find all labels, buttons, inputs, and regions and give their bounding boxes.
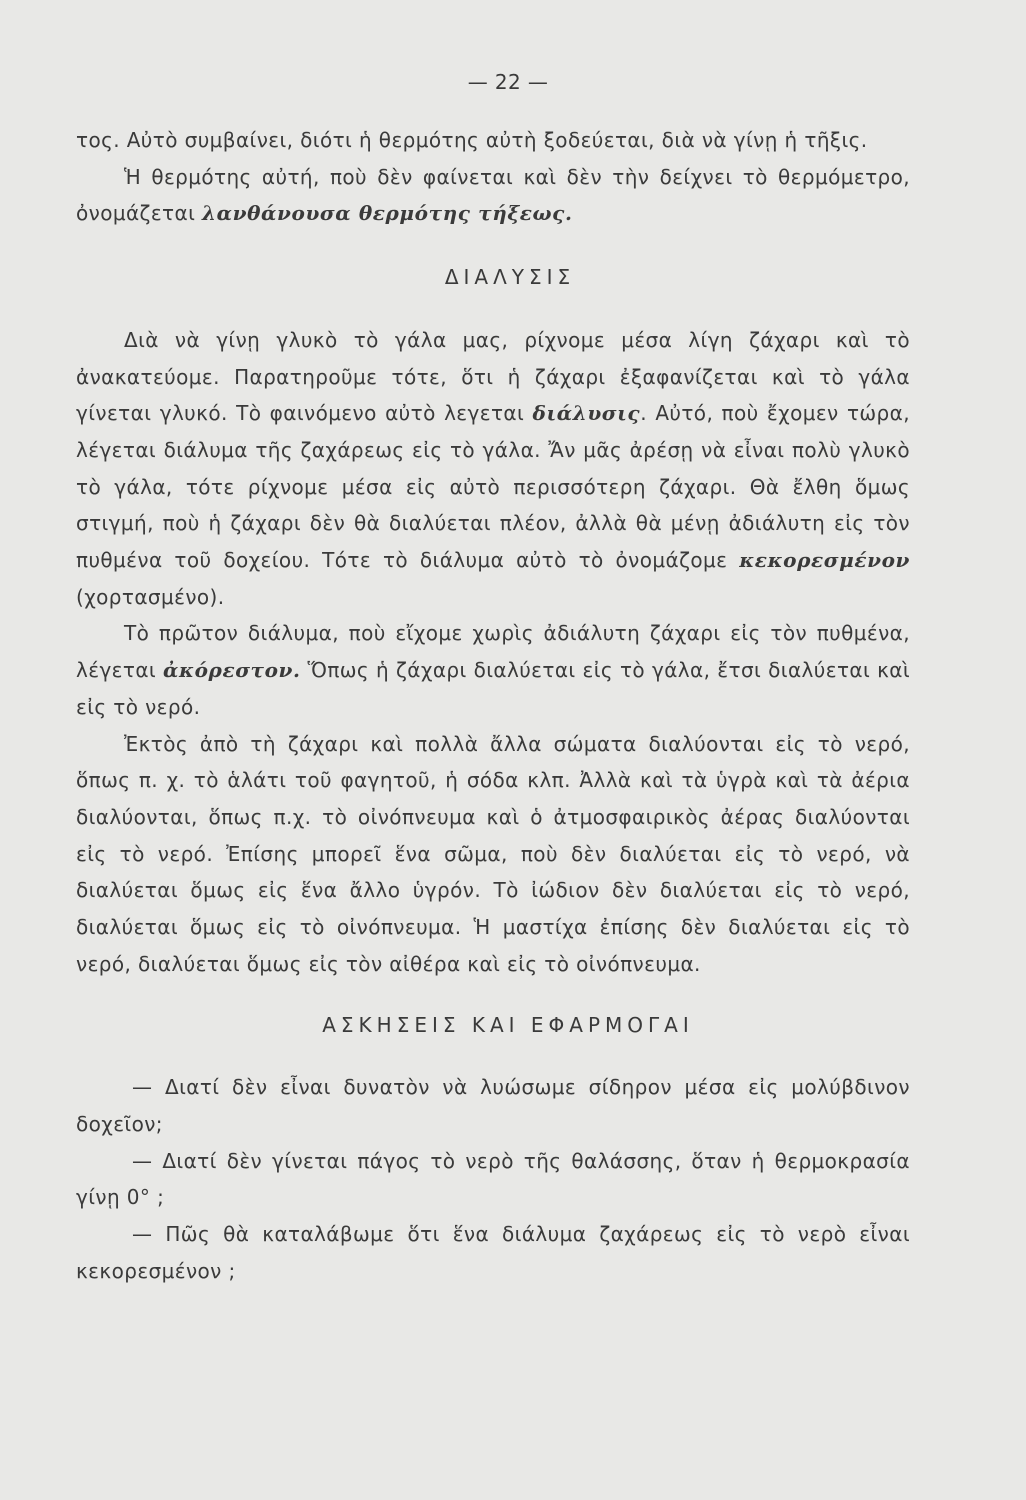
paragraph-other-substances: Ἐκτὸς ἀπὸ τὴ ζάχαρι καὶ πολλὰ ἄλλα σώματα διαλύονται εἰς τὸ νερό, ὅπως π. χ. τὸ ἁλάτι τοῦ φαγητοῦ, ἡ σόδα κλπ. Ἀλλὰ καὶ τὰ ὑγρὰ καὶ τὰ ἀέρια διαλύονται, ὅπως π.χ. τὸ οἰνόπνευμα καὶ ὁ ἀτμοσφαιρικὸς ἀέρας διαλύονται εἰς τὸ νερό. Ἐπίσης μπορεῖ ἕνα σῶμα, ποὺ δὲν διαλύεται εἰς τὸ νερό, νὰ διαλύεται ὅμως εἰς ἕνα ἄλλο ὑγρόν. Τὸ ἰώδιον δὲν διαλύεται εἰς τὸ νερό, διαλύεται ὅμως εἰς τὸ οἰνόπνευμα. Ἡ μαστίχα ἐπίσης δὲν διαλύεται εἰς τὸ νερό, διαλύεται ὅμως εἰς τὸν αἰθέρα καὶ εἰς τὸ οἰνόπνευμα. — [76, 731, 910, 976]
paragraph-continuation: τος. Αὐτὸ συμβαίνει, διότι ἡ θερμότης αὐτὴ ξοδεύεται, διὰ νὰ γίνῃ ἡ τῆξις. — [76, 128, 868, 152]
term-latent-heat: λανθάνουσα θερμότης τήξεως. — [202, 201, 573, 226]
term-dissolution: διάλυσις — [532, 401, 641, 426]
section-heading-dialysis: ΔΙΑΛΥΣΙΣ — [444, 265, 576, 290]
paragraph-text: (χορτασμένο). — [76, 584, 225, 609]
page-number: — 22 — — [467, 70, 549, 94]
paragraph-latent-heat — [76, 159, 910, 232]
exercise-question-2: — Διατί δὲν γίνεται πάγος τὸ νερὸ τῆς θαλάσσης, ὅταν ἡ θερμοκρασία γίνῃ 0° ; — [76, 1148, 910, 1210]
paragraph-text: Διὰ νὰ γίνῃ γλυκὸ τὸ γάλα μας, ρίχνομε μέσα λίγη ζάχαρι καὶ τὸ ἀνακατεύομε. Παρατηροῦμε τότε, ὅτι ἡ ζάχαρι ἐξαφανίζεται καὶ τὸ γάλα γίνεται γλυκό. Τὸ φαινόμενο αὐτὸ λεγεται — [76, 327, 910, 426]
term-saturated: κεκορεσμένον — [739, 548, 910, 573]
paragraph-unsaturated — [76, 615, 910, 725]
paragraph-text: Τὸ πρῶτον διάλυμα, ποὺ εἴχομε χωρὶς ἀδιάλυτη ζάχαρι εἰς τὸν πυθμένα, λέγεται — [76, 621, 910, 683]
term-unsaturated: ἀκόρεστον. — [163, 658, 301, 683]
exercise-question-1: — Διατί δὲν εἶναι δυνατὸν νὰ λυώσωμε σίδηρον μέσα εἰς μολύβδινον δοχεῖον; — [76, 1075, 910, 1136]
paragraph-dissolution — [76, 322, 910, 616]
paragraph-text: Ἡ θερμότης αὐτή, ποὺ δὲν φαίνεται καὶ δὲν τὴν δείχνει τὸ θερμόμετρο, ὀνομάζεται — [76, 164, 910, 226]
paragraph-text: Ὅπως ἡ ζάχαρι διαλύεται εἰς τὸ γάλα, ἔτσι διαλύεται καὶ εἰς τὸ νερό. — [76, 658, 911, 719]
exercise-question-3: — Πῶς θὰ καταλάβωμε ὅτι ἕνα διάλυμα ζαχάρεως εἰς τὸ νερὸ εἶναι κεκορεσμένον ; — [76, 1221, 910, 1283]
section-heading-exercises: ΑΣΚΗΣΕΙΣ ΚΑΙ ΕΦΑΡΜΟΓΑΙ — [322, 1013, 694, 1038]
paragraph-text: . Αὐτό, ποὺ ἔχομεν τώρα, λέγεται διάλυμα τῆς ζαχάρεως εἰς τὸ γάλα. Ἄν μᾶς ἀρέσῃ νὰ εἶναι πολὺ γλυκὸ τὸ γάλα, τότε ρίχνομε μέσα εἰς αὐτὸ περισσότερη ζάχαρι. Θὰ ἔλθη ὅμως στιγμή, ποὺ ἡ ζάχαρι δὲν θὰ διαλύεται πλέον, ἀλλὰ θὰ μένῃ ἀδιάλυτη εἰς τὸν πυθμένα τοῦ δοχείου. Τότε τὸ διάλυμα αὐτὸ τὸ ὀνομάζομε — [76, 401, 910, 573]
